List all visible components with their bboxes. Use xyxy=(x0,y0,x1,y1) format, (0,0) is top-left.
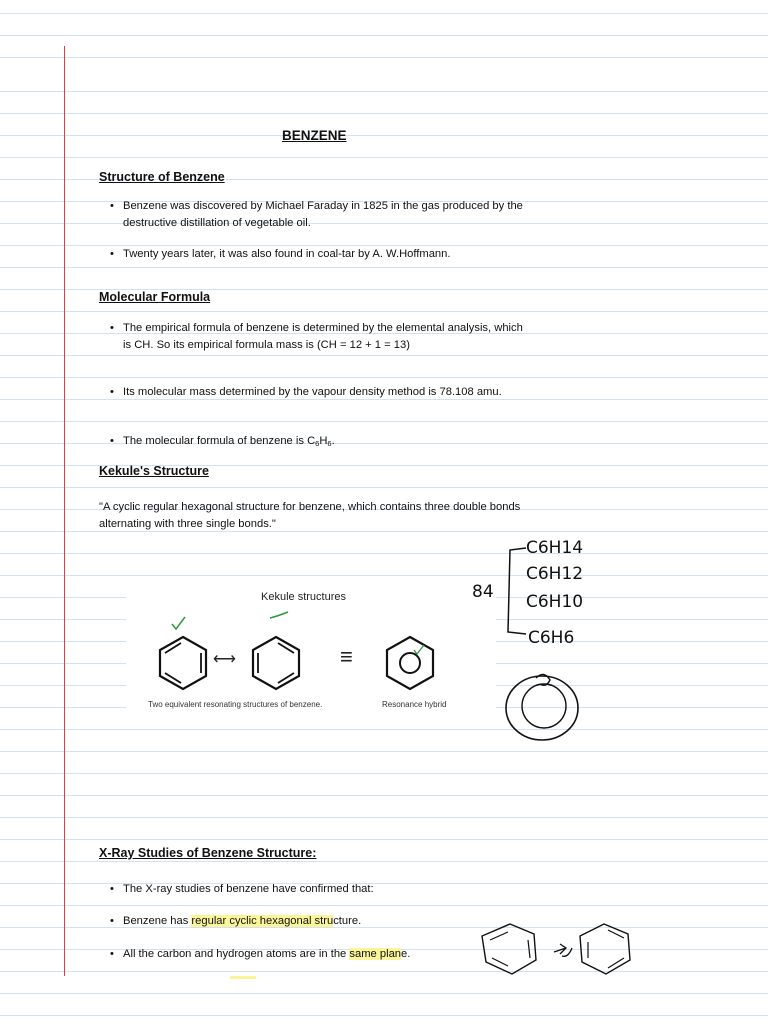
handwritten-formula: C6H14 xyxy=(526,538,584,558)
heading-structure: Structure of Benzene xyxy=(99,170,225,184)
bullet-text: Twenty years later, it was also found in coal-tar by A. W.Hoffmann. xyxy=(123,248,451,260)
kekule-hexagon-right xyxy=(253,637,299,689)
bullet-text: All the carbon and hydrogen atoms are in the same plane. xyxy=(123,948,411,960)
bullet-dot: • xyxy=(110,915,114,927)
list-item xyxy=(110,320,530,353)
heading-kekule: Kekule's Structure xyxy=(99,464,209,478)
bullet-text: Benzene was discovered by Michael Faraday in 1825 in the gas produced by the destructive distillation of vegetable oil. xyxy=(123,200,523,229)
highlight-mark xyxy=(230,976,256,979)
highlight: same plan xyxy=(349,948,402,960)
hybrid-circle xyxy=(400,653,420,673)
resonance-arrow: ⟷ xyxy=(213,651,236,668)
resonance-hybrid-hexagon xyxy=(387,637,433,689)
list-item xyxy=(110,913,530,930)
list-item xyxy=(110,198,530,231)
equivalence-sign: ≡ xyxy=(340,644,353,669)
check-mark xyxy=(414,645,424,654)
check-mark xyxy=(172,617,185,629)
bullet-text: The X-ray studies of benzene have confirmed that: xyxy=(123,883,374,895)
list-item xyxy=(110,946,530,963)
page-title: BENZENE xyxy=(282,128,347,143)
margin-line xyxy=(64,46,65,976)
check-mark xyxy=(270,612,288,618)
handwritten-ring-drawing xyxy=(500,668,600,748)
heading-molecular-formula: Molecular Formula xyxy=(99,290,211,304)
handwritten-formula: C6H10 xyxy=(526,592,584,612)
heading-xray: X-Ray Studies of Benzene Structure: xyxy=(99,846,317,860)
bullet-dot: • xyxy=(110,248,114,260)
handwritten-number: 84 xyxy=(472,582,494,602)
handwritten-formula: C6H6 xyxy=(528,628,575,648)
bullet-text: The molecular formula of benzene is $C_6H_6$. xyxy=(123,435,335,448)
bullet-dot: • xyxy=(110,435,114,447)
kekule-figure xyxy=(126,582,496,722)
caption-left: Two equivalent resonating structures of benzene. xyxy=(148,700,323,709)
handwritten-kekule-drawing xyxy=(476,918,646,988)
bullet-dot: • xyxy=(110,200,114,212)
kekule-hexagon-left xyxy=(160,637,206,689)
caption-right: Resonance hybrid xyxy=(382,700,447,709)
kekule-definition: "A cyclic regular hexagonal structure for benzene, which contains three double bonds alternating with three single bonds." xyxy=(99,501,521,530)
bullet-dot: • xyxy=(110,322,114,334)
bullet-dot: • xyxy=(110,386,114,398)
list-item xyxy=(110,246,530,263)
bullet-dot: • xyxy=(110,883,114,895)
bullet-text: Its molecular mass determined by the vapour density method is 78.108 amu. xyxy=(123,386,502,398)
handwritten-formula: C6H12 xyxy=(526,564,584,584)
bullet-text: Benzene has regular cyclic hexagonal structure. xyxy=(123,915,362,927)
bullet-dot: • xyxy=(110,948,114,960)
list-item xyxy=(110,881,530,898)
figure-label: Kekule structures xyxy=(261,591,346,603)
bullet-text: The empirical formula of benzene is determined by the elemental analysis, which is CH. So its empirical formula mass is (CH = 12 + 1 = 13) xyxy=(123,322,523,351)
highlight: regular cyclic hexagonal stru xyxy=(191,915,334,927)
list-item xyxy=(110,384,530,401)
list-item xyxy=(110,433,530,453)
